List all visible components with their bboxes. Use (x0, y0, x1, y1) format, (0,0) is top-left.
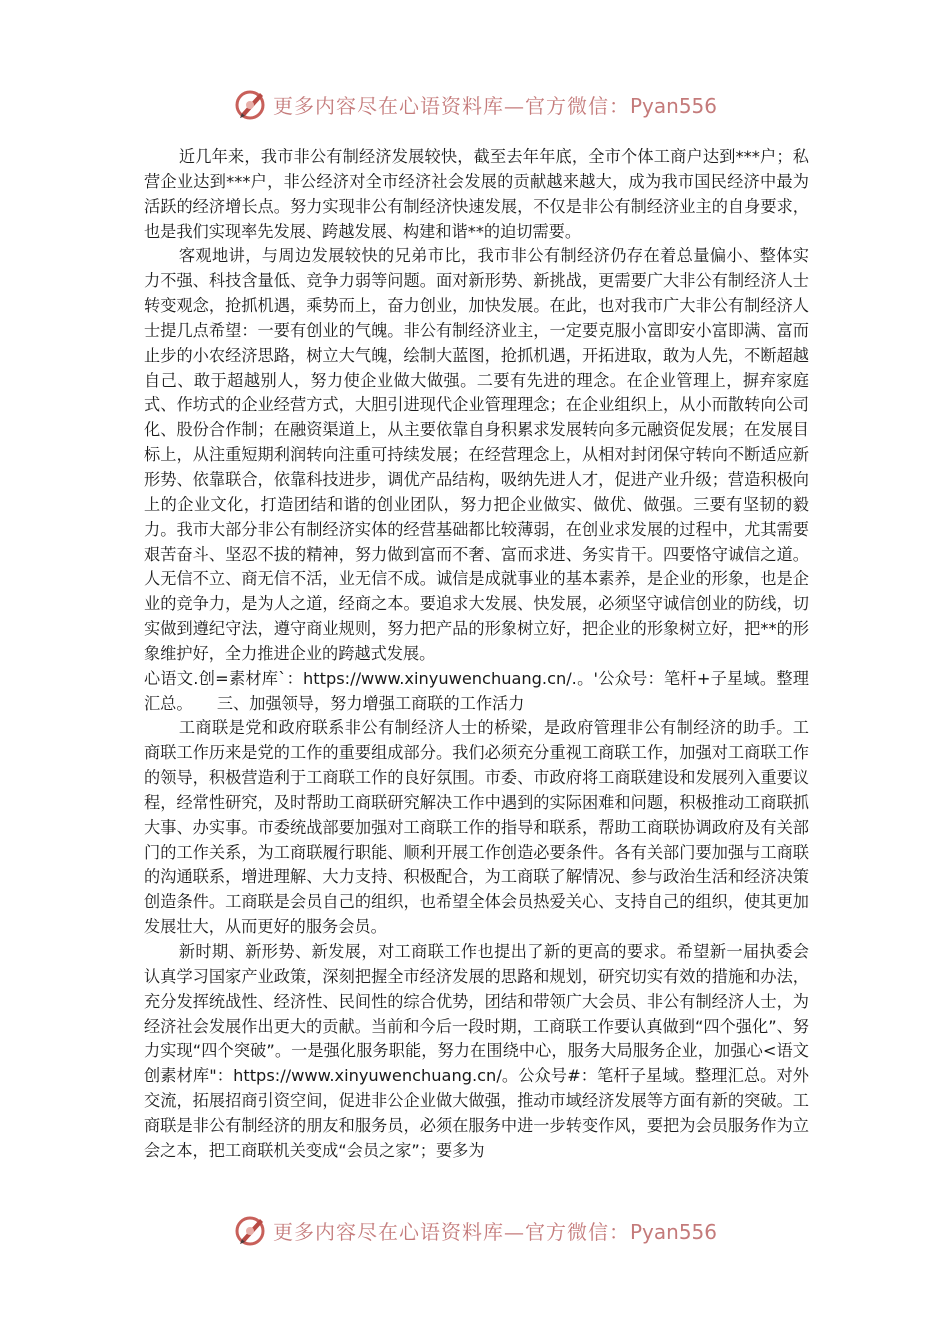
paragraph-federation-role: 工商联是党和政府联系非公有制经济人士的桥梁，是政府管理非公有制经济的助手。工商联工作历来是党的工作的重要组成部分。我们必须充分重视工商联工作，加强对工商联工作的领导，积极营造利于工商联工作的良好氛围。市委、市政府将工商联建设和发展列入重要议程，经常性研究，及时帮助工商联研究解决工作中遇到的实际困难和问题，积极推动工商联抓大事、办实事。市委统战部要加强对工商联工作的指导和联系，帮助工商联协调政府及有关部门的工作关系，为工商联履行职能、顺利开展工作创造必要条件。各有关部门要加强与工商联的沟通联系，增进理解、大力支持、积极配合，为工商联了解情况、参与政治生活和经济决策创造条件。工商联是会员自己的组织，也希望全体会员热爱关心、支持自己的组织，使其更加发展壮大，从而更好的服务会员。 (144, 718, 809, 937)
paragraph-section-three: 心语文.创=素材库`：https://www.xinyuwenchuang.cn/.。'公众号：笔杆+子星域。整理汇总。 三、加强领导，努力增强工商联的工作活力 (144, 668, 809, 713)
pen-logo-icon (233, 1212, 269, 1248)
pen-logo-icon (233, 86, 269, 122)
paragraph-intro: 近几年来，我市非公有制经济发展较快，截至去年年底，全市个体工商户达到***户；私营企业达到***户，非公经济对全市经济社会发展的贡献越来越大，成为我市国民经济中最为活跃的经济增长点。努力实现非公有制经济快速发展，不仅是非公有制经济业主的自身要求，也是我们实现率先发展、跨越发展、构建和谐**的迫切需要。 (144, 147, 809, 241)
paragraph-new-requirements: 新时期、新形势、新发展，对工商联工作也提出了新的更高的要求。希望新一届执委会认真学习国家产业政策，深刻把握全市经济发展的思路和规划，研究切实有效的措施和办法，充分发挥统战性、经济性、民间性的综合优势，团结和带领广大会员、非公有制经济人士，为经济社会发展作出更大的贡献。当前和今后一段时期，工商联工作要认真做到“四个强化”、努力实现“四个突破”。一是强化服务职能，努力在围绕中心，服务大局服务企业，加强心<语文创素材库"：https://www.xinyuwenchuang.cn/。公众号#：笔杆子星域。整理汇总。对外交流，拓展招商引资空间，促进非公企业做大做强，推动市域经济发展等方面有新的突破。工商联是非公有制经济的朋友和服务员，必须在服务中进一步转变作风，要把为会员服务作为立会之本，把工商联机关变成“会员之家”；要多为 (144, 942, 809, 1160)
banner-text: 更多内容尽在心语资料库—官方微信：Pyan556 (272, 93, 717, 118)
banner-text: 更多内容尽在心语资料库—官方微信：Pyan556 (272, 1219, 717, 1244)
paragraph-hopes: 客观地讲，与周边发展较快的兄弟市比，我市非公有制经济仍存在着总量偏小、整体实力不强、科技含量低、竞争力弱等问题。面对新形势、新挑战，更需要广大非公有制经济人士转变观念，抢抓机遇，乘势而上，奋力创业，加快发展。在此，也对我市广大非公有制经济人士提几点希望：一要有创业的气魄。非公有制经济业主，一定要克服小富即安小富即满、富而止步的小农经济思路，树立大气魄，绘制大蓝图，抢抓机遇，开拓进取，敢为人先，不断超越自己、敢于超越别人，努力使企业做大做强。二要有先进的理念。在企业管理上，摒弃家庭式、作坊式的企业经营方式，大胆引进现代企业管理理念；在企业组织上，从小而散转向公司化、股份合作制；在融资渠道上，从主要依靠自身积累求发展转向多元融资促发展；在发展目标上，从注重短期利润转向注重可持续发展；在经营理念上，从相对封闭保守转向不断适应新形势、依靠联合，依靠科技进步，调优产品结构，吸纳先进人才，促进产业升级；营造积极向上的企业文化，打造团结和谐的创业团队，努力把企业做实、做优、做强。三要有坚韧的毅力。我市大部分非公有制经济实体的经营基础都比较薄弱，在创业求发展的过程中，尤其需要艰苦奋斗、坚忍不拔的精神，努力做到富而不奢、富而求进、务实肯干。四要恪守诚信之道。人无信不立、商无信不活，业无信不成。诚信是成就事业的基本素养，是企业的形象，也是企业的竞争力，是为人之道，经商之本。要追求大发展、快发展，必须坚守诚信创业的防线，切实做到遵纪守法，遵守商业规则，努力把产品的形象树立好，把企业的形象树立好，把**的形象维护好，全力推进企业的跨越式发展。 (144, 246, 809, 663)
document-body (144, 145, 809, 1164)
footer-banner (0, 1210, 950, 1250)
header-banner (0, 84, 950, 124)
